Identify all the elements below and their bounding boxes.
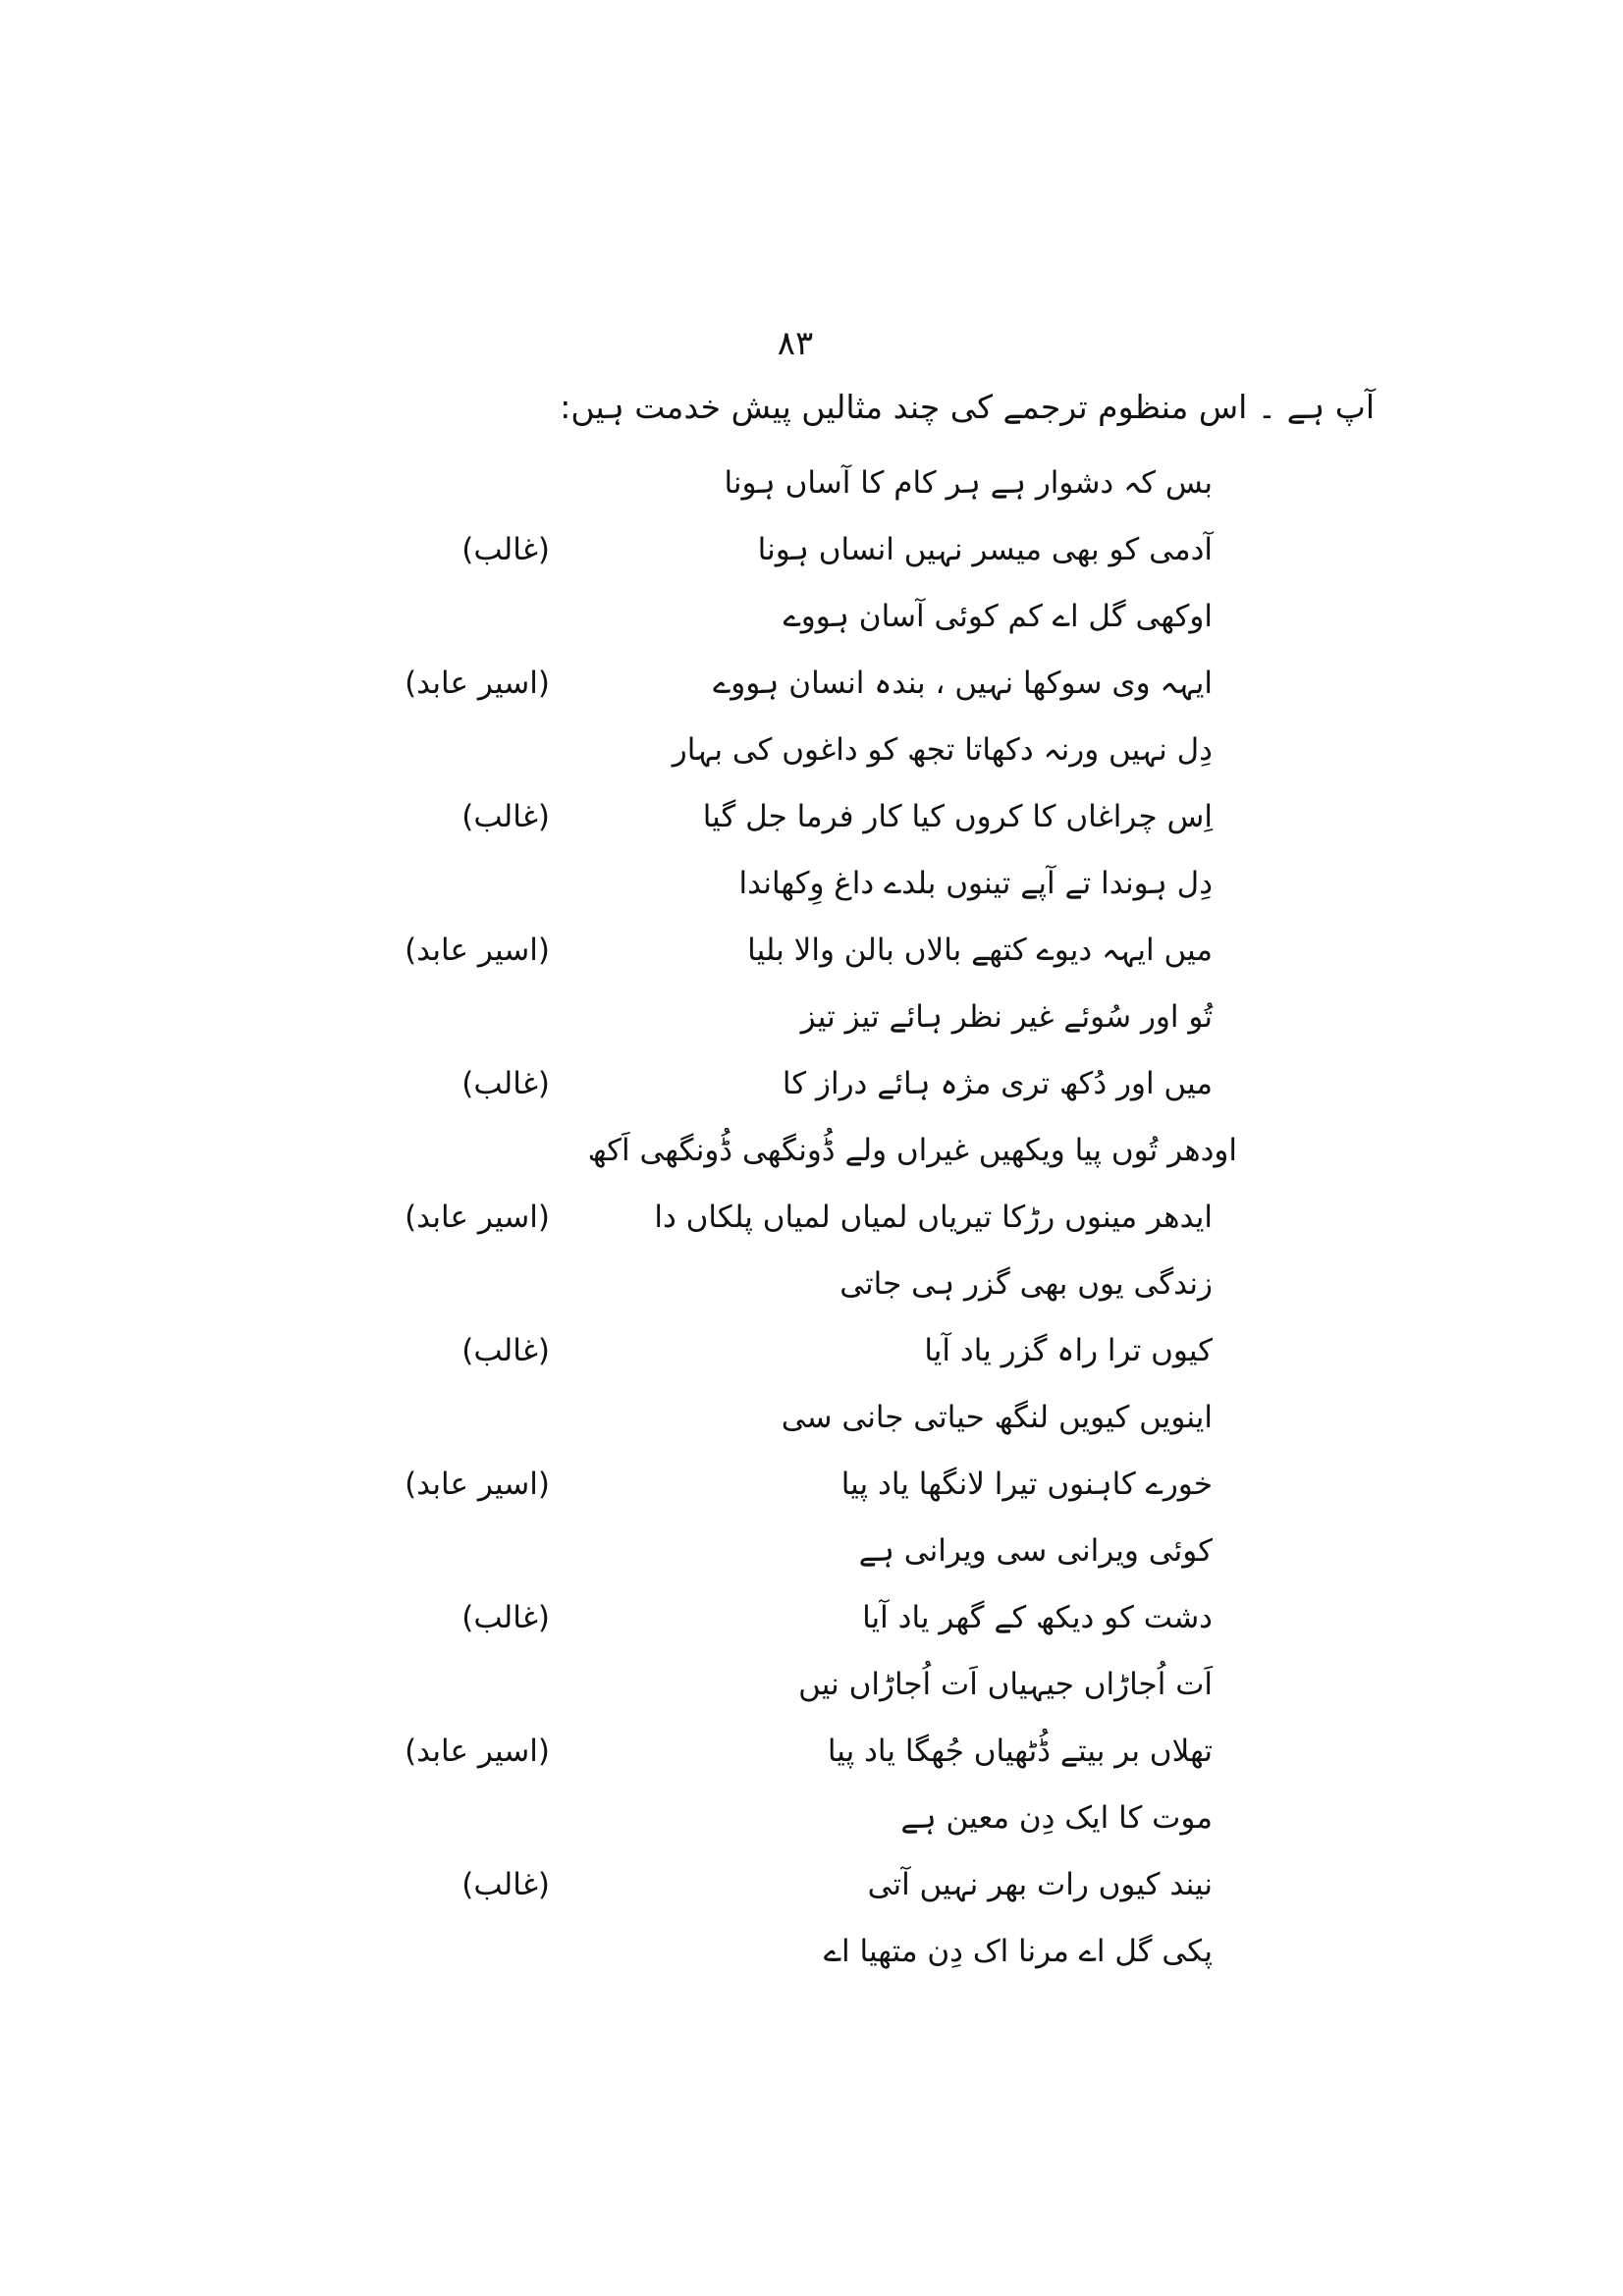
verse-line: [461, 520, 1237, 587]
verse-line: [589, 1922, 1237, 1989]
verse-text: کوئی ویرانی سی ویرانی ہے: [858, 1533, 1213, 1569]
poet-attribution: (غالب): [461, 799, 550, 834]
poet-attribution: (اسیر عابد): [405, 1467, 550, 1502]
verse-text: زندگی یوں بھی گزر ہی جاتی: [839, 1266, 1213, 1302]
verse-line: [589, 1388, 1237, 1455]
poet-attribution: (اسیر عابد): [405, 1200, 550, 1235]
verse-line: [461, 1054, 1237, 1121]
verse-line: [405, 1455, 1237, 1522]
verse-text: ایہہ وی سوکھا نہیں ، بندہ انسان ہووے: [713, 666, 1213, 701]
verse-text: میں ایہہ دیوے کتھے بالاں بالن والا بلیا: [747, 933, 1213, 968]
verse-text: اَت اُجاڑاں جیہیاں اَت اُجاڑاں نیں: [798, 1667, 1213, 1702]
verse-line: [589, 1655, 1237, 1722]
verse-text: آدمی کو بھی میسر نہیں انساں ہونا: [757, 532, 1213, 567]
verse-line: [589, 1789, 1237, 1855]
verse-line: [461, 1588, 1237, 1655]
verse-line: [461, 1855, 1237, 1922]
verse-text: اینویں کیویں لنگھ حیاتی جانی سی: [781, 1400, 1213, 1435]
poet-attribution: (غالب): [461, 1600, 550, 1635]
verse-text: اودھر تُوں پیا ویکھیں غیراں ولے ڈُونگھی ڈُونگھی اَکھ: [587, 1133, 1237, 1168]
verse-text: دِل ہوندا تے آپے تینوں بلدے داغ وِکھاندا: [738, 866, 1213, 901]
verse-line: [405, 921, 1237, 988]
verse-text: اِس چراغاں کا کروں کیا کار فرما جل گیا: [702, 799, 1213, 834]
verse-text: کیوں ترا راہ گزر یاد آیا: [924, 1333, 1213, 1368]
poet-attribution: (غالب): [461, 1867, 550, 1902]
poet-attribution: (غالب): [461, 1066, 550, 1101]
poet-attribution: (اسیر عابد): [405, 933, 550, 968]
verse-line: [589, 721, 1237, 787]
verse-line: [461, 1321, 1237, 1388]
verse-text: نیند کیوں رات بھر نہیں آتی: [867, 1867, 1213, 1902]
poet-attribution: (اسیر عابد): [405, 1734, 550, 1769]
verse-text: دشت کو دیکھ کے گھر یاد آیا: [862, 1600, 1213, 1635]
verse-text: پکی گل اے مرنا اک دِن متھیا اے: [823, 1934, 1213, 1969]
poet-attribution: (غالب): [461, 532, 550, 567]
verse-line: [589, 1121, 1237, 1188]
poet-attribution: (غالب): [461, 1333, 550, 1368]
verse-text: اوکھی گل اے کم کوئی آسان ہووے: [783, 599, 1213, 634]
verse-line: [589, 1255, 1237, 1321]
verse-text: تُو اور سُوئے غیر نظر ہائے تیز تیز: [800, 999, 1213, 1035]
intro-line: آپ ہے ۔ اس منظوم ترجمے کی چند مثالیں پیش خدمت ہیں:: [560, 388, 1375, 426]
verse-list: [405, 454, 1237, 1989]
verse-text: خورے کاہنوں تیرا لانگھا یاد پیا: [840, 1467, 1213, 1502]
verse-line: [589, 854, 1237, 921]
verse-line: [589, 1522, 1237, 1588]
page-number: ۸۳: [777, 324, 814, 363]
verse-text: دِل نہیں ورنہ دکھاتا تجھ کو داغوں کی بہار: [672, 732, 1213, 768]
verse-text: ایدھر مینوں رڑکا تیریاں لمیاں لمیاں پلکاں دا: [654, 1200, 1213, 1235]
verse-text: تھلاں بر بیتے ڈُٹھیاں جُھگا یاد پیا: [827, 1734, 1213, 1769]
verse-line: [589, 587, 1237, 654]
verse-line: [405, 1722, 1237, 1789]
verse-text: بس کہ دشوار ہے ہر کام کا آساں ہونا: [724, 465, 1213, 501]
verse-line: [589, 454, 1237, 520]
verse-text: موت کا ایک دِن معین ہے: [900, 1800, 1213, 1836]
verse-line: [461, 787, 1237, 854]
verse-text: میں اور دُکھ تری مژہ ہائے دراز کا: [782, 1066, 1213, 1101]
verse-line: [589, 988, 1237, 1054]
poet-attribution: (اسیر عابد): [405, 666, 550, 701]
verse-line: [405, 654, 1237, 721]
verse-line: [405, 1188, 1237, 1255]
